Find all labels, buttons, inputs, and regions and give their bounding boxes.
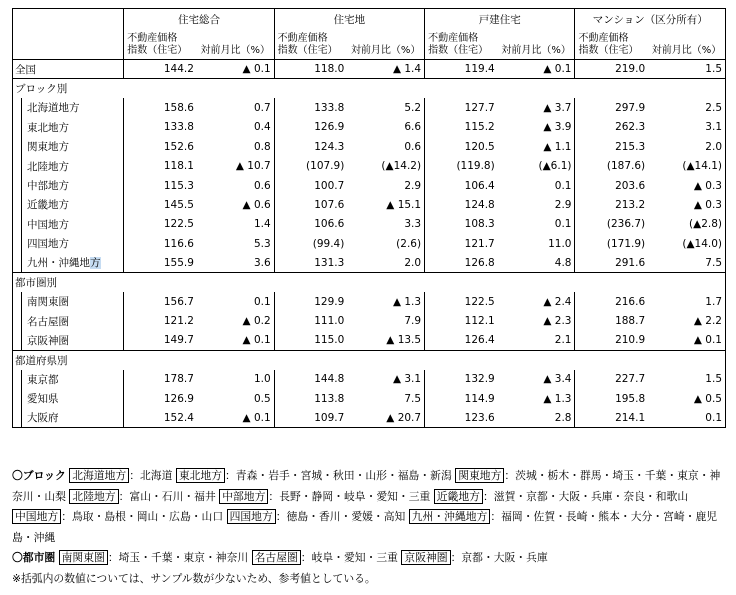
index-value: 124.3 bbox=[274, 137, 347, 156]
row-label bbox=[13, 215, 124, 234]
row-label bbox=[13, 389, 124, 408]
mom-value: 3.3 bbox=[404, 218, 422, 231]
mom-value: 5.2 bbox=[404, 101, 422, 114]
index-value: 155.9 bbox=[124, 253, 197, 272]
section-label: ブロック別 bbox=[13, 79, 726, 98]
mom-value: ▲ 0.1 bbox=[242, 334, 271, 347]
row-label-text: 大阪府 bbox=[27, 412, 59, 425]
mom-value: ▲ 0.1 bbox=[543, 63, 572, 76]
table-row bbox=[13, 195, 726, 214]
index-value: 118.1 bbox=[124, 156, 197, 175]
mom-value: 1.0 bbox=[253, 373, 271, 386]
index-value: 214.1 bbox=[575, 409, 648, 428]
table-row bbox=[13, 331, 726, 350]
index-value: 115.0 bbox=[274, 331, 347, 350]
region-name-box: 名古屋圏 bbox=[252, 550, 301, 565]
metro-notes-title: 〇都市圏 bbox=[12, 551, 56, 565]
header-index-label bbox=[274, 30, 347, 60]
footnote: ※括弧内の数値については、サンプル数が少ないため、参考値としている。 bbox=[12, 571, 376, 585]
region-members: ：埼玉・千葉・東京・神奈川 bbox=[107, 551, 249, 565]
index-value: 213.2 bbox=[575, 195, 648, 214]
index-value: 129.9 bbox=[274, 292, 347, 311]
index-value: (107.9) bbox=[274, 156, 347, 175]
table-row bbox=[13, 292, 726, 311]
header-index-line1: 不動産価格 bbox=[277, 33, 328, 44]
index-value: 121.7 bbox=[425, 234, 498, 253]
header-mom-label: 対前月比（%） bbox=[501, 45, 571, 56]
region-name-box: 東北地方 bbox=[176, 468, 225, 483]
metro-notes bbox=[12, 548, 726, 569]
index-value: 111.0 bbox=[274, 312, 347, 331]
mom-value: 1.7 bbox=[648, 292, 725, 311]
index-value: 291.6 bbox=[575, 253, 648, 272]
row-label bbox=[13, 176, 124, 195]
row-label-text: 京阪神圏 bbox=[27, 334, 69, 347]
mom-value: 1.5 bbox=[648, 60, 725, 79]
mom-value: 2.9 bbox=[554, 198, 572, 211]
index-value: 127.7 bbox=[425, 98, 498, 117]
mom-value: ▲ 0.3 bbox=[648, 195, 725, 214]
index-value: (119.8) bbox=[425, 156, 498, 175]
index-value: 131.3 bbox=[274, 253, 347, 272]
notes-section bbox=[12, 466, 726, 590]
mom-value: ▲ 2.4 bbox=[543, 295, 572, 308]
mom-value: (2.6) bbox=[396, 237, 422, 250]
block-notes bbox=[12, 466, 726, 548]
mom-value: ▲ 1.3 bbox=[392, 295, 422, 308]
block-notes-title: 〇ブロック bbox=[12, 469, 66, 482]
mom-value: 1.4 bbox=[253, 218, 271, 231]
corner-cell-2 bbox=[13, 30, 124, 60]
section-metro bbox=[13, 273, 726, 292]
row-label-text: 北海道地方 bbox=[27, 102, 80, 115]
mom-value: (▲2.8) bbox=[648, 215, 725, 234]
index-value: 152.4 bbox=[124, 409, 197, 428]
mom-value: 2.1 bbox=[554, 334, 572, 347]
header-index-line1: 不動産価格 bbox=[578, 33, 629, 44]
region-members: ：京都・大阪・兵庫 bbox=[450, 551, 548, 565]
region-name-box: 四国地方 bbox=[227, 509, 276, 524]
index-value: 203.6 bbox=[575, 176, 648, 195]
index-value: (99.4) bbox=[274, 234, 347, 253]
row-label-text: 東京都 bbox=[27, 373, 59, 386]
section-pref bbox=[13, 350, 726, 369]
index-value: 297.9 bbox=[575, 98, 648, 117]
mom-value: ▲ 0.2 bbox=[242, 315, 271, 328]
row-label-text: 関東地方 bbox=[27, 141, 69, 154]
region-name-box: 九州・沖縄地方 bbox=[409, 509, 491, 524]
index-value: 116.6 bbox=[124, 234, 197, 253]
mom-value: 3.6 bbox=[253, 256, 271, 269]
index-value: 216.6 bbox=[575, 292, 648, 311]
index-value: 124.8 bbox=[425, 195, 498, 214]
mom-value: 6.6 bbox=[404, 121, 422, 134]
mom-value: ▲ 0.6 bbox=[242, 198, 271, 211]
row-label-text: 九州・沖縄地方 bbox=[27, 257, 101, 270]
table-row bbox=[13, 370, 726, 389]
mom-value: 2.0 bbox=[648, 137, 725, 156]
mom-value: ▲ 3.9 bbox=[543, 121, 572, 134]
table-row bbox=[13, 312, 726, 331]
index-value: 133.8 bbox=[274, 98, 347, 117]
row-label-text: 東北地方 bbox=[27, 121, 69, 134]
table-row bbox=[13, 389, 726, 408]
table-row bbox=[13, 137, 726, 156]
table-row bbox=[13, 253, 726, 272]
mom-value: ▲ 3.7 bbox=[543, 101, 572, 114]
mom-value: 2.0 bbox=[404, 256, 422, 269]
index-value: 112.1 bbox=[425, 312, 498, 331]
index-value: 215.3 bbox=[575, 137, 648, 156]
mom-value: (▲14.2) bbox=[381, 160, 422, 173]
row-label bbox=[13, 253, 124, 272]
header-index-label bbox=[425, 30, 498, 60]
region-members: ：鳥取・島根・岡山・広島・山口 bbox=[61, 510, 224, 524]
row-label bbox=[13, 234, 124, 253]
index-value: 188.7 bbox=[575, 312, 648, 331]
index-value: 100.7 bbox=[274, 176, 347, 195]
header-index-line2: 指数（住宅） bbox=[277, 45, 338, 56]
mom-value: ▲ 20.7 bbox=[386, 411, 422, 424]
mom-value: (▲6.1) bbox=[538, 160, 572, 173]
row-label-text: 名古屋圏 bbox=[27, 315, 69, 328]
table-row bbox=[13, 176, 726, 195]
index-value: 118.0 bbox=[274, 60, 347, 79]
mom-value: 2.5 bbox=[648, 98, 725, 117]
index-value: 149.7 bbox=[124, 331, 197, 350]
row-label bbox=[13, 370, 124, 389]
corner-cell bbox=[13, 9, 124, 30]
index-value: 195.8 bbox=[575, 389, 648, 408]
row-label bbox=[13, 156, 124, 175]
mom-value: 2.8 bbox=[554, 411, 572, 424]
index-value: 152.6 bbox=[124, 137, 197, 156]
mom-value: 0.4 bbox=[253, 121, 271, 134]
region-members: ：北海道 bbox=[129, 469, 173, 482]
mom-value: 7.5 bbox=[404, 392, 422, 405]
index-value: 144.2 bbox=[124, 60, 197, 79]
region-members: ：長野・静岡・岐阜・愛知・三重 bbox=[268, 489, 431, 503]
header-detached-house: 戸建住宅 bbox=[425, 9, 575, 30]
mom-value: 1.5 bbox=[648, 370, 725, 389]
section-label: 都市圏別 bbox=[13, 273, 726, 292]
region-name-box: 京阪神圏 bbox=[401, 550, 450, 565]
header-index-line1: 不動産価格 bbox=[428, 33, 479, 44]
index-value: 126.8 bbox=[425, 253, 498, 272]
index-value: 158.6 bbox=[124, 98, 197, 117]
index-value: 133.8 bbox=[124, 118, 197, 137]
index-value: 219.0 bbox=[575, 60, 648, 79]
mom-value: ▲ 13.5 bbox=[386, 334, 422, 347]
index-value: (236.7) bbox=[575, 215, 648, 234]
region-name-box: 北海道地方 bbox=[69, 468, 129, 483]
row-label-text: 中国地方 bbox=[27, 218, 69, 231]
index-value: 108.3 bbox=[425, 215, 498, 234]
region-name-box: 北陸地方 bbox=[69, 489, 118, 504]
index-value: 156.7 bbox=[124, 292, 197, 311]
region-name-box: 中部地方 bbox=[219, 489, 268, 504]
index-value: (171.9) bbox=[575, 234, 648, 253]
header-index-line2: 指数（住宅） bbox=[428, 45, 489, 56]
mom-value: ▲ 1.4 bbox=[392, 63, 422, 76]
mom-value: 2.9 bbox=[404, 179, 422, 192]
mom-value: ▲ 15.1 bbox=[386, 198, 422, 211]
header-index-line1: 不動産価格 bbox=[127, 33, 178, 44]
mom-value: 7.9 bbox=[404, 315, 422, 328]
row-label bbox=[13, 98, 124, 117]
mom-value: 5.3 bbox=[253, 237, 271, 250]
mom-value: 7.5 bbox=[648, 253, 725, 272]
region-members: ：富山・石川・福井 bbox=[118, 489, 216, 503]
index-value: 126.9 bbox=[274, 118, 347, 137]
index-value: 115.2 bbox=[425, 118, 498, 137]
price-index-table bbox=[12, 8, 726, 428]
header-mom-label: 対前月比（%） bbox=[648, 30, 725, 60]
header-mom-label: 対前月比（%） bbox=[200, 45, 271, 56]
region-name-box: 関東地方 bbox=[455, 468, 504, 483]
region-members: ：茨城・栃木・群馬・埼玉・千葉・東京・神奈川・山梨 bbox=[12, 469, 721, 503]
row-label-text: 四国地方 bbox=[27, 238, 69, 251]
table-row bbox=[13, 234, 726, 253]
header-index-line2: 指数（住宅） bbox=[127, 45, 188, 56]
region-name-box: 中国地方 bbox=[12, 509, 61, 524]
region-members: ：青森・岩手・宮城・秋田・山形・福島・新潟 bbox=[225, 469, 452, 482]
row-label bbox=[13, 409, 124, 428]
index-value: 262.3 bbox=[575, 118, 648, 137]
mom-value: ▲ 0.1 bbox=[242, 411, 271, 424]
header-residential-land: 住宅地 bbox=[274, 9, 424, 30]
mom-value: 0.7 bbox=[253, 101, 271, 114]
mom-value: 0.5 bbox=[253, 392, 271, 405]
index-value: 109.7 bbox=[274, 409, 347, 428]
row-label-text: 北陸地方 bbox=[27, 160, 69, 173]
region-name-box: 近畿地方 bbox=[434, 489, 483, 504]
mom-value: 0.1 bbox=[648, 409, 725, 428]
index-value: 119.4 bbox=[425, 60, 498, 79]
row-label-text: 中部地方 bbox=[27, 180, 69, 193]
row-label bbox=[13, 195, 124, 214]
mom-value: 3.1 bbox=[648, 118, 725, 137]
table-row bbox=[13, 98, 726, 117]
region-members: ：徳島・香川・愛媛・高知 bbox=[275, 510, 406, 524]
index-value: 120.5 bbox=[425, 137, 498, 156]
table-row bbox=[13, 60, 726, 79]
index-value: 113.8 bbox=[274, 389, 347, 408]
mom-value: ▲ 1.1 bbox=[543, 140, 572, 153]
mom-value: ▲ 2.3 bbox=[543, 315, 572, 328]
region-members: ：福岡・佐賀・長崎・熊本・大分・宮崎・鹿児島・沖縄 bbox=[12, 510, 718, 544]
table-row bbox=[13, 118, 726, 137]
table-body bbox=[13, 60, 726, 428]
mom-value: ▲ 1.3 bbox=[543, 392, 572, 405]
region-members: ：滋賀・京都・大阪・兵庫・奈良・和歌山 bbox=[482, 489, 689, 503]
row-label-text: 愛知県 bbox=[27, 393, 59, 406]
index-value: 210.9 bbox=[575, 331, 648, 350]
mom-value: ▲ 3.1 bbox=[392, 373, 422, 386]
section-block bbox=[13, 79, 726, 98]
row-label bbox=[13, 331, 124, 350]
index-value: 227.7 bbox=[575, 370, 648, 389]
index-value: 132.9 bbox=[425, 370, 498, 389]
region-name-box: 南関東圏 bbox=[59, 550, 108, 565]
index-value: 115.3 bbox=[124, 176, 197, 195]
mom-value: ▲ 2.2 bbox=[648, 312, 725, 331]
index-value: 144.8 bbox=[274, 370, 347, 389]
mom-value: 0.1 bbox=[554, 218, 572, 231]
header-condominium: マンション（区分所有） bbox=[575, 9, 726, 30]
row-label bbox=[13, 292, 124, 311]
index-value: 107.6 bbox=[274, 195, 347, 214]
mom-value: ▲ 0.1 bbox=[242, 63, 271, 76]
mom-value: 0.1 bbox=[554, 179, 572, 192]
header-index-label bbox=[124, 30, 197, 60]
table-row bbox=[13, 409, 726, 428]
row-label-text: 南関東圏 bbox=[27, 296, 69, 309]
index-value: 126.9 bbox=[124, 389, 197, 408]
mom-value: ▲ 10.7 bbox=[235, 160, 271, 173]
row-label-text: 近畿地方 bbox=[27, 199, 69, 212]
section-label: 都道府県別 bbox=[13, 350, 726, 369]
mom-value: 0.8 bbox=[253, 140, 271, 153]
row-label bbox=[13, 137, 124, 156]
index-value: 122.5 bbox=[425, 292, 498, 311]
index-value: 121.2 bbox=[124, 312, 197, 331]
region-members: ：岐阜・愛知・三重 bbox=[300, 551, 398, 565]
header-mom-label: 対前月比（%） bbox=[350, 45, 421, 56]
mom-value: 0.1 bbox=[253, 295, 271, 308]
index-value: 123.6 bbox=[425, 409, 498, 428]
mom-value: ▲ 0.1 bbox=[648, 331, 725, 350]
mom-value: ▲ 0.5 bbox=[648, 389, 725, 408]
row-label bbox=[13, 312, 124, 331]
header-residential-total: 住宅総合 bbox=[124, 9, 274, 30]
index-value: 178.7 bbox=[124, 370, 197, 389]
mom-value: ▲ 3.4 bbox=[543, 373, 572, 386]
index-value: 145.5 bbox=[124, 195, 197, 214]
index-value: 106.6 bbox=[274, 215, 347, 234]
mom-value: 11.0 bbox=[548, 237, 572, 250]
index-value: 106.4 bbox=[425, 176, 498, 195]
mom-value: 0.6 bbox=[253, 179, 271, 192]
mom-value: 4.8 bbox=[554, 256, 572, 269]
mom-value: ▲ 0.3 bbox=[648, 176, 725, 195]
table-row bbox=[13, 156, 726, 175]
row-label bbox=[13, 118, 124, 137]
mom-value: (▲14.0) bbox=[648, 234, 725, 253]
index-value: (187.6) bbox=[575, 156, 648, 175]
row-label: 全国 bbox=[13, 60, 124, 79]
mom-value: 0.6 bbox=[404, 140, 422, 153]
index-value: 122.5 bbox=[124, 215, 197, 234]
header-index-line2: 指数（住宅） bbox=[578, 45, 639, 56]
index-value: 114.9 bbox=[425, 389, 498, 408]
table-row bbox=[13, 215, 726, 234]
header-index-label bbox=[575, 30, 648, 60]
index-value: 126.4 bbox=[425, 331, 498, 350]
mom-value: (▲14.1) bbox=[648, 156, 725, 175]
